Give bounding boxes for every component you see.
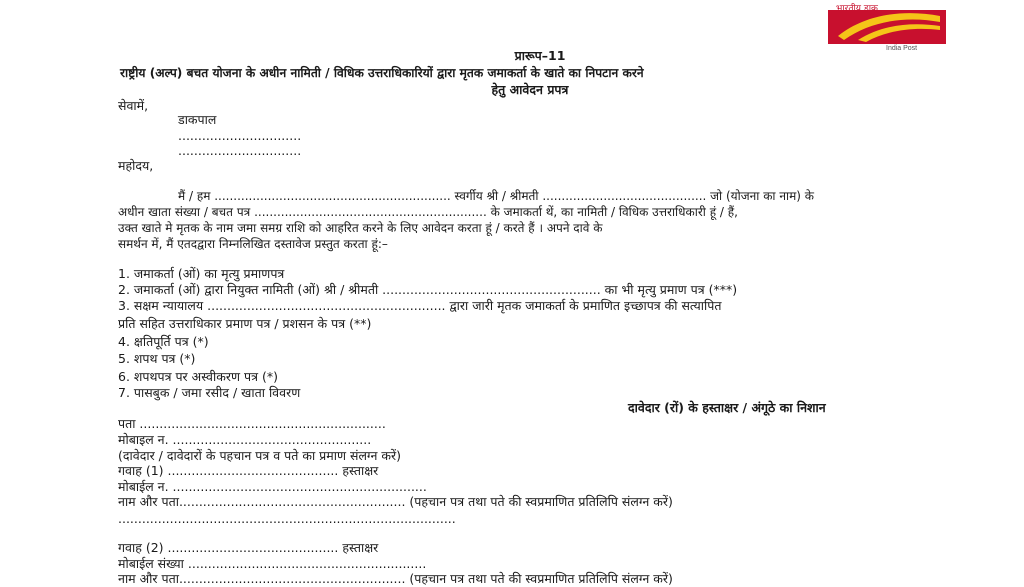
witness-2-signature: गवाह (2) ........................................... हस्ताक्षर <box>118 540 379 555</box>
witness-1-blank: ..................................................................................... <box>118 511 456 526</box>
document-item-3: 3. सक्षम न्यायालय ............................................................ द्वारा जारी मृतक जमाकर्ता के प्रमाणित इच्छापत्र की सत्यापित <box>118 298 722 313</box>
witness-1-name-address: नाम और पता......................................................... (पहचान पत्र तथा पते की स्वप्रमाणित प्रतिलिपि संलग्न करें) <box>118 494 673 509</box>
claimant-signature-label: दावेदार (रों) के हस्ताक्षर / अंगूठे का निशान <box>628 400 826 415</box>
body-line-3: उक्त खाते मे मृतक के नाम जमा समग्र राशि को आहरित करने के लिए आवेदन करता हूं / करते हैं । अपने दावे के <box>118 221 603 235</box>
witness-2-name-address: नाम और पता......................................................... (पहचान पत्र तथा पते की स्वप्रमाणित प्रतिलिपि संलग्न करें) <box>118 571 673 586</box>
document-item-5: 5. शपथ पत्र (*) <box>118 351 196 366</box>
address-blank-1: ............................... <box>178 128 302 143</box>
document-item-7: 7. पासबुक / जमा रसीद / खाता विवरण <box>118 385 301 400</box>
india-post-logo <box>828 2 946 54</box>
form-title-line-2: हेतु आवेदन प्रपत्र <box>491 82 569 97</box>
form-title-line-1: राष्ट्रीय (अल्प) बचत योजना के अधीन नामिती / विधिक उत्तराधिकारियों द्वारा मृतक जमाकर्ता के खाते का निपटान करने <box>120 66 644 80</box>
document-item-2: 2. जमाकर्ता (ओं) द्वारा नियुक्त नामिती (ओं) श्री / श्रीमती ....................................................... का भी मृत्यु प्रमाण पत्र (***) <box>118 282 738 297</box>
claimant-mobile: मोबाइल न. .................................................. <box>118 432 372 447</box>
address-to: सेवामें, <box>118 98 149 113</box>
address-postmaster: डाकपाल <box>178 112 217 127</box>
claimant-address: पता .............................................................. <box>118 416 386 431</box>
claimant-id-note: (दावेदार / दावेदारों के पहचान पत्र व पते का प्रमाण संलग्न करें) <box>118 448 401 463</box>
address-blank-2: ............................... <box>178 143 302 158</box>
witness-2-mobile: मोबाईल संख्या ............................................................ <box>118 556 427 571</box>
logo-hindi-text: भारतीय डाक <box>836 4 878 14</box>
document-item-4: 4. क्षतिपूर्ति पत्र (*) <box>118 334 209 349</box>
logo-english-text: India Post <box>886 45 918 52</box>
body-line-4: समर्थन में, मैं एतदद्वारा निम्नलिखित दस्तावेज प्रस्तुत करता हूं:– <box>118 237 388 251</box>
body-line-2: अधीन खाता संख्या / बचत पत्र ............................................................. के जमाकर्ता थें, का नामिती / विधिक उत्तराधिकारी हूं / हैं, <box>118 205 738 219</box>
salutation: महोदय, <box>118 158 154 173</box>
witness-1-mobile: मोबाईल न. ................................................................ <box>118 479 427 494</box>
document-item-1: 1. जमाकर्ता (ओं) का मृत्यु प्रमाणपत्र <box>118 266 285 281</box>
document-item-6: 6. शपथपत्र पर अस्वीकरण पत्र (*) <box>118 369 278 384</box>
document-item-3-continued: प्रति सहित उत्तराधिकार प्रमाण पत्र / प्रशसन के पत्र (**) <box>118 316 372 331</box>
body-line-1: मैं / हम .............................................................. स्वर्गीय श्री / श्रीमती ........................................... जो (योजना का नाम) के <box>178 189 815 203</box>
witness-1-signature: गवाह (1) ........................................... हस्ताक्षर <box>118 463 379 478</box>
form-number: प्रारूप–11 <box>514 48 566 63</box>
